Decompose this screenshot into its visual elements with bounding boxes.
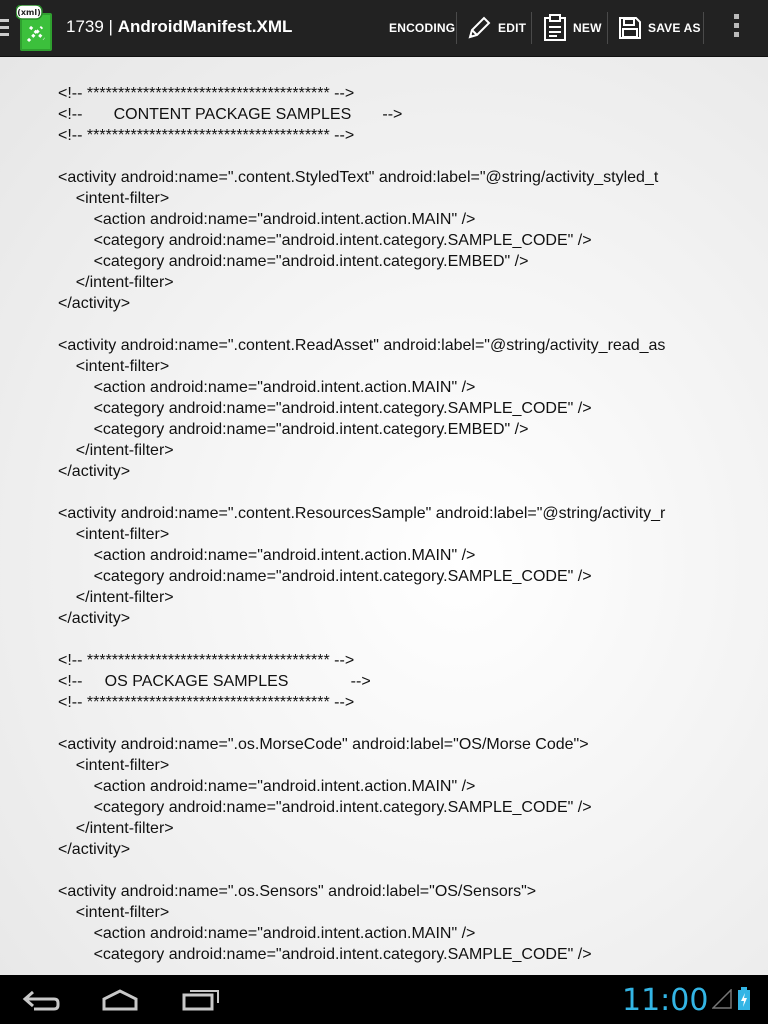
- back-arrow-icon[interactable]: [20, 985, 64, 1013]
- code-line[interactable]: <intent-filter>: [58, 190, 170, 207]
- drawer-indicator-icon[interactable]: [0, 19, 9, 37]
- code-line[interactable]: <!-- *************************************** -->: [58, 85, 355, 102]
- code-line[interactable]: [58, 629, 742, 650]
- overflow-menu-icon[interactable]: [726, 14, 746, 42]
- code-line[interactable]: <!-- *************************************** -->: [58, 127, 355, 144]
- code-line[interactable]: <category android:name="android.intent.category.EMBED" />: [58, 253, 529, 270]
- code-line[interactable]: </intent-filter>: [58, 589, 174, 606]
- edit-button[interactable]: [466, 0, 526, 56]
- editor-area[interactable]: [0, 57, 768, 975]
- code-line[interactable]: </intent-filter>: [58, 820, 174, 837]
- code-line[interactable]: </activity>: [58, 610, 131, 627]
- edit-label: EDIT: [498, 21, 527, 35]
- code-line[interactable]: <action android:name="android.intent.action.MAIN" />: [58, 547, 476, 564]
- divider: [607, 12, 608, 44]
- title-prefix: 1739 |: [66, 17, 118, 36]
- code-line[interactable]: </activity>: [58, 463, 131, 480]
- code-line[interactable]: <action android:name="android.intent.action.MAIN" />: [58, 778, 476, 795]
- code-line[interactable]: </activity>: [58, 841, 131, 858]
- code-line[interactable]: </activity>: [58, 295, 131, 312]
- code-line[interactable]: <activity android:name=".content.ResourcesSample" android:label="@string/activity_r: [58, 505, 666, 522]
- battery-charging-icon: [737, 987, 751, 1015]
- pencil-icon: [466, 15, 492, 41]
- encoding-label: ENCODING: [389, 21, 456, 35]
- code-line[interactable]: <!-- *************************************** -->: [58, 652, 355, 669]
- code-line[interactable]: <activity android:name=".os.Sensors" android:label="OS/Sensors">: [58, 883, 537, 900]
- recent-apps-icon[interactable]: [178, 985, 222, 1013]
- code-line[interactable]: [58, 482, 742, 503]
- code-line[interactable]: <category android:name="android.intent.category.SAMPLE_CODE" />: [58, 568, 592, 585]
- action-bar: [0, 0, 768, 57]
- code-text[interactable]: [58, 83, 742, 965]
- window-title: [66, 17, 292, 37]
- code-line[interactable]: [58, 146, 742, 167]
- clipboard-icon: [543, 14, 567, 42]
- code-line[interactable]: <!-- CONTENT PACKAGE SAMPLES -->: [58, 106, 403, 123]
- code-line[interactable]: <intent-filter>: [58, 757, 170, 774]
- new-label: NEW: [573, 21, 602, 35]
- title-filename: AndroidManifest.XML: [117, 17, 293, 36]
- save-as-label: SAVE AS: [648, 21, 701, 35]
- code-line[interactable]: [58, 713, 742, 734]
- divider: [456, 12, 457, 44]
- floppy-disk-icon: [618, 16, 642, 40]
- signal-icon: [712, 989, 732, 1013]
- code-line[interactable]: <category android:name="android.intent.category.SAMPLE_CODE" />: [58, 400, 592, 417]
- code-line[interactable]: <activity android:name=".os.MorseCode" android:label="OS/Morse Code">: [58, 736, 589, 753]
- code-line[interactable]: <action android:name="android.intent.action.MAIN" />: [58, 379, 476, 396]
- code-line[interactable]: </intent-filter>: [58, 274, 174, 291]
- code-line[interactable]: <category android:name="android.intent.category.EMBED" />: [58, 421, 529, 438]
- code-line[interactable]: <!-- *************************************** -->: [58, 694, 355, 711]
- code-line[interactable]: <category android:name="android.intent.category.SAMPLE_CODE" />: [58, 232, 592, 249]
- app-icon-label: (xml): [17, 8, 41, 17]
- new-button[interactable]: [543, 0, 602, 56]
- code-line[interactable]: <intent-filter>: [58, 904, 170, 921]
- code-line[interactable]: <action android:name="android.intent.action.MAIN" />: [58, 925, 476, 942]
- home-icon[interactable]: [98, 985, 142, 1013]
- divider: [531, 12, 532, 44]
- code-line[interactable]: </intent-filter>: [58, 442, 174, 459]
- code-line[interactable]: <intent-filter>: [58, 358, 170, 375]
- code-line[interactable]: <action android:name="android.intent.action.MAIN" />: [58, 211, 476, 228]
- save-as-button[interactable]: [618, 0, 701, 56]
- encoding-button[interactable]: [389, 0, 455, 56]
- xml-app-icon[interactable]: [16, 5, 56, 51]
- status-clock: 11:00: [622, 983, 709, 1018]
- code-line[interactable]: <category android:name="android.intent.category.SAMPLE_CODE" />: [58, 946, 592, 963]
- code-line[interactable]: <intent-filter>: [58, 526, 170, 543]
- code-line[interactable]: [58, 860, 742, 881]
- code-line[interactable]: [58, 314, 742, 335]
- code-line[interactable]: <activity android:name=".content.StyledText" android:label="@string/activity_styled_t: [58, 169, 659, 186]
- divider: [703, 12, 704, 44]
- code-line[interactable]: <category android:name="android.intent.category.SAMPLE_CODE" />: [58, 799, 592, 816]
- navigation-bar: [0, 975, 768, 1024]
- code-line[interactable]: <activity android:name=".content.ReadAsset" android:label="@string/activity_read_as: [58, 337, 666, 354]
- code-line[interactable]: <!-- OS PACKAGE SAMPLES -->: [58, 673, 371, 690]
